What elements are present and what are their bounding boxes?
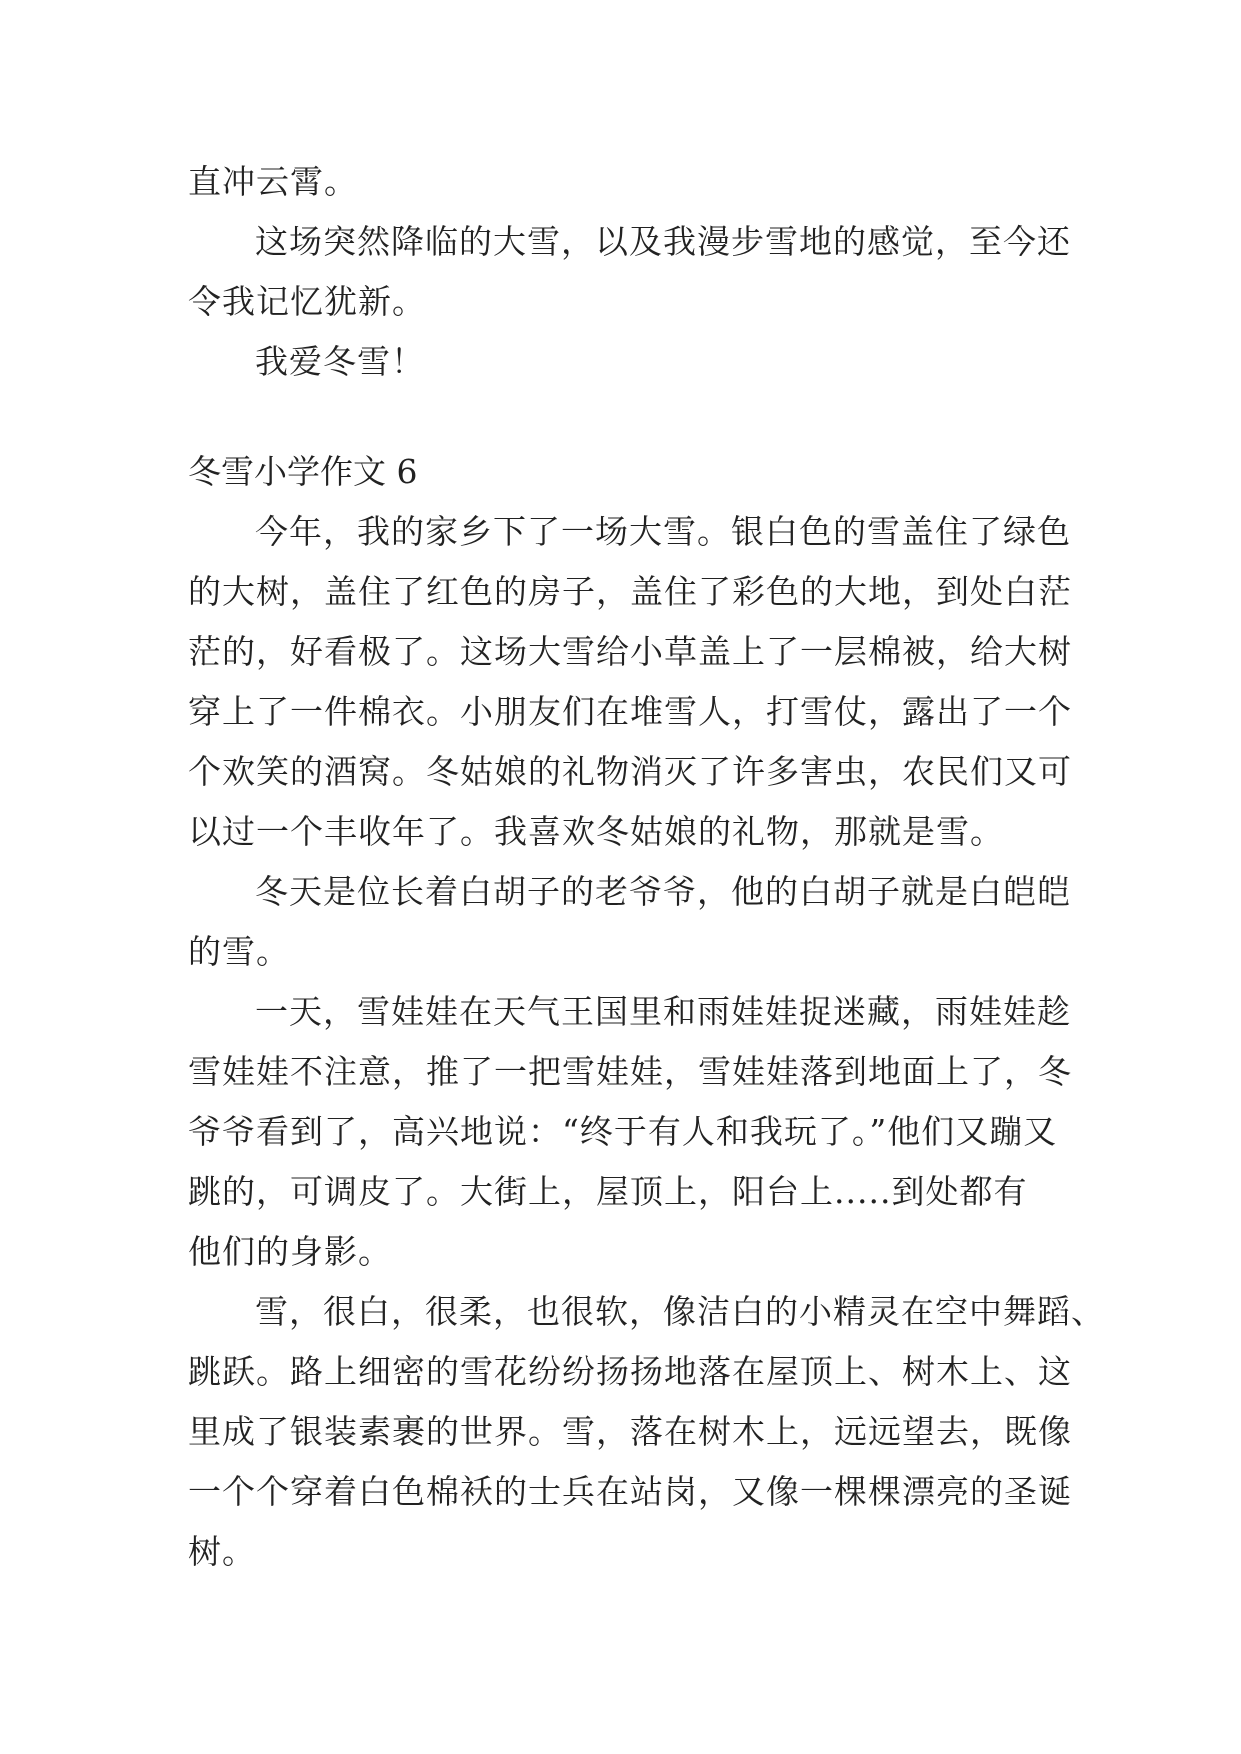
paragraph-start: 今年，我的家乡下了一场大雪。银白色的雪盖住了绿色 [255, 512, 1071, 551]
paragraph-start: 雪，很白，很柔，也很软，像洁白的小精灵在空中舞蹈、 [255, 1292, 1105, 1331]
paragraph-start: 冬天是位长着白胡子的老爷爷，他的白胡子就是白皑皑 [255, 872, 1071, 911]
text-line: 令我记忆犹新。 [188, 282, 426, 321]
text-line: 树。 [188, 1532, 256, 1571]
text-line: 他们的身影。 [188, 1232, 392, 1271]
text-line: 跳的，可调皮了。大街上，屋顶上，阳台上.....到处都有 [188, 1172, 1028, 1211]
text-line: 穿上了一件棉衣。小朋友们在堆雪人，打雪仗，露出了一个 [188, 692, 1072, 731]
section-title: 冬雪小学作文 6 [188, 452, 418, 491]
text-line: 的雪。 [188, 932, 290, 971]
text-line: 直冲云霄。 [188, 162, 358, 201]
text-line: 雪娃娃不注意，推了一把雪娃娃，雪娃娃落到地面上了，冬 [188, 1052, 1072, 1091]
text-line: 一个个穿着白色棉袄的士兵在站岗，又像一棵棵漂亮的圣诞 [188, 1472, 1072, 1511]
paragraph-start: 这场突然降临的大雪，以及我漫步雪地的感觉，至今还 [255, 222, 1071, 261]
text-line: 里成了银装素裹的世界。雪，落在树木上，远远望去，既像 [188, 1412, 1072, 1451]
text-line: 的大树，盖住了红色的房子，盖住了彩色的大地，到处白茫 [188, 572, 1072, 611]
text-line: 茫的，好看极了。这场大雪给小草盖上了一层棉被，给大树 [188, 632, 1072, 671]
paragraph-start: 一天，雪娃娃在天气王国里和雨娃娃捉迷藏，雨娃娃趁 [255, 992, 1071, 1031]
text-line: 以过一个丰收年了。我喜欢冬姑娘的礼物，那就是雪。 [188, 812, 1004, 851]
paragraph-start: 我爱冬雪！ [255, 342, 425, 381]
text-line: 个欢笑的酒窝。冬姑娘的礼物消灭了许多害虫，农民们又可 [188, 752, 1072, 791]
text-line: 爷爷看到了，高兴地说：“终于有人和我玩了。”他们又蹦又 [188, 1112, 1058, 1151]
text-line: 跳跃。路上细密的雪花纷纷扬扬地落在屋顶上、树木上、这 [188, 1352, 1072, 1391]
